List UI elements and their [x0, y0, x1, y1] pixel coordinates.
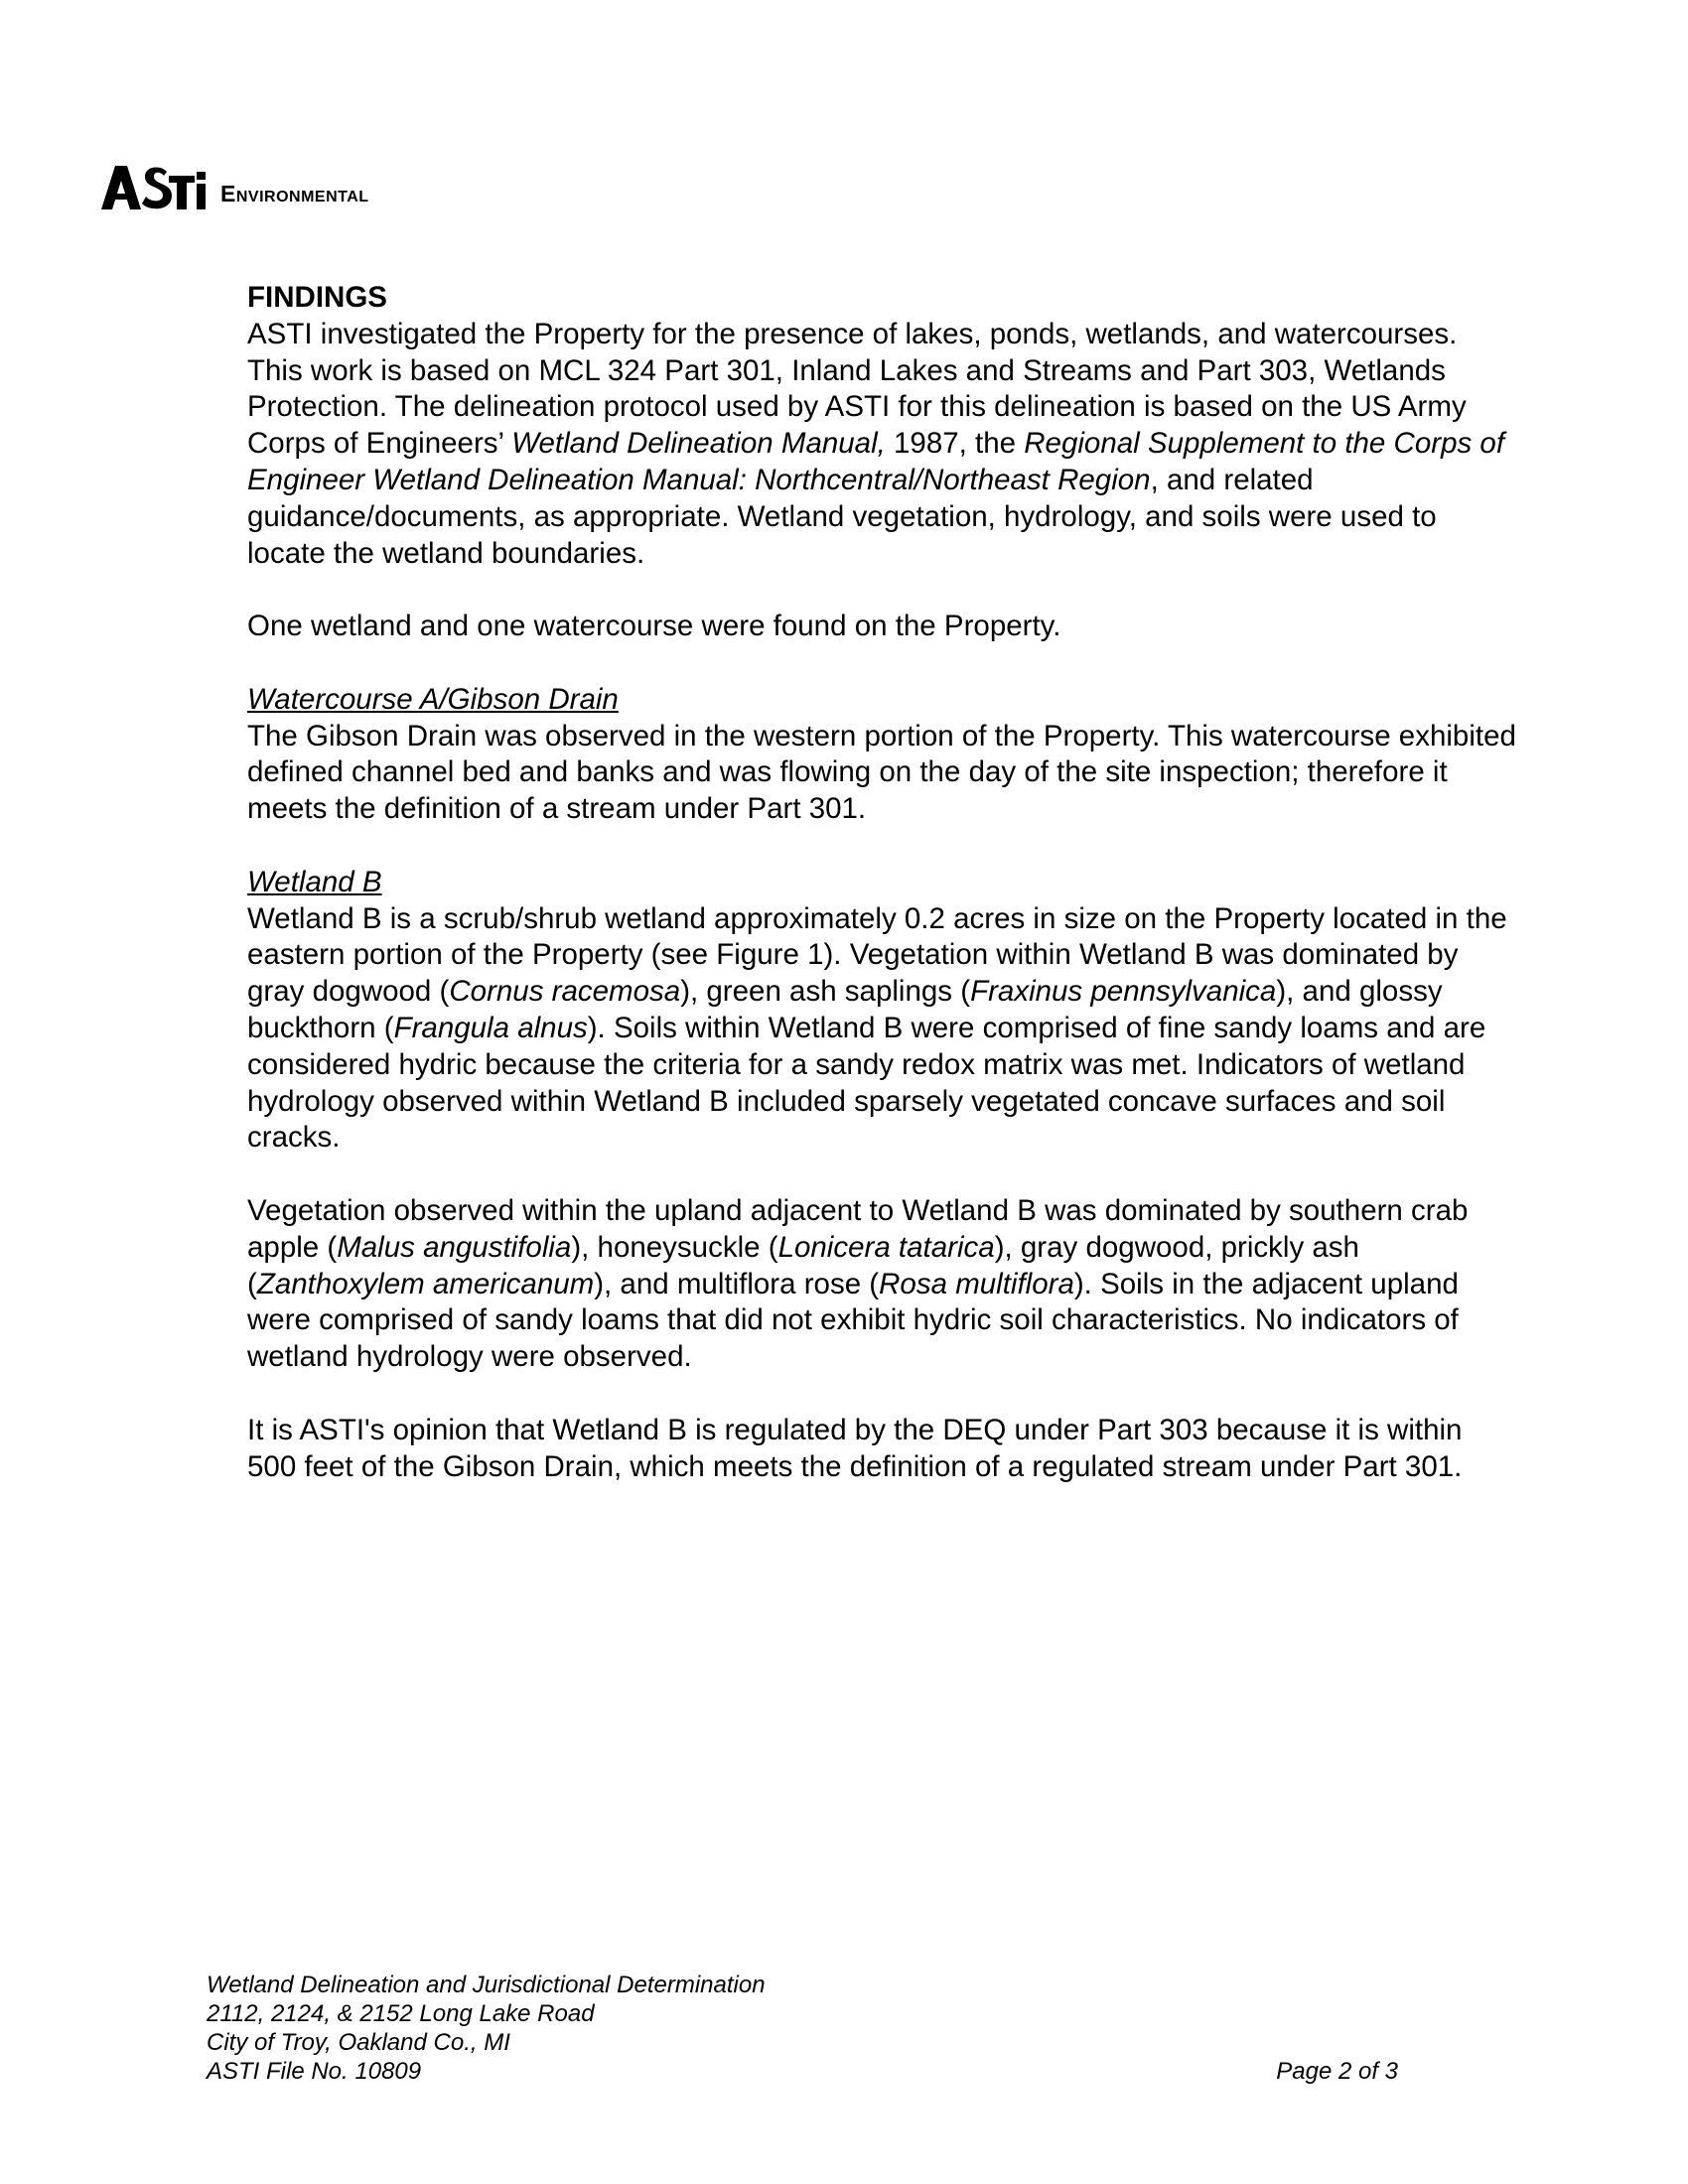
text-run: ), and multiflora rose ( [594, 1267, 880, 1300]
manual-title: Wetland Delineation Manual, [511, 427, 886, 461]
species-name: Lonicera tatarica [777, 1230, 995, 1264]
logo-text: Environmental [220, 181, 369, 206]
text-run: ). Soils within Wetland B were comprised of fine sandy loams and are considered hydric because the criteria for a sandy redox matrix was met. Indicators of wetland hydrology observed within Wetland B included sparsely vegetated concave surfaces and soil cracks. [247, 1011, 1486, 1155]
text-run: ), honeysuckle ( [571, 1230, 778, 1264]
text-run: Wetland B is a scrub/shrub wetland approximately 0.2 acres in size on the Property located in the eastern portion of the Property (see Figure 1). Vegetation within Wetland B was dominated by gray dogwood ( [247, 901, 1507, 1009]
footer-address: 2112, 2124, & 2152 Long Lake Road [207, 2000, 595, 2027]
footer-report-title: Wetland Delineation and Jurisdictional Determination [207, 1972, 766, 1998]
watercourse-heading: Watercourse A/Gibson Drain [247, 682, 619, 716]
footer-file-number: ASTI File No. 10809 [207, 2058, 422, 2085]
opinion-paragraph: It is ASTI's opinion that Wetland B is regulated by the DEQ under Part 303 because it is within 500 feet of the Gibson Drain, which meets the definition of a regulated stream under Part 301. [247, 1413, 1463, 1483]
species-name: Cornus racemosa [449, 975, 681, 1009]
wetland-heading: Wetland B [247, 865, 382, 898]
text-run: ), and glossy buckthorn ( [247, 975, 1443, 1044]
species-name: Frangula alnus [393, 1011, 588, 1044]
findings-paragraph-2: One wetland and one watercourse were found on the Property. [247, 610, 1061, 643]
page-footer [207, 1971, 1398, 2086]
asti-logo-icon [101, 166, 207, 209]
species-name: Rosa multiflora [879, 1267, 1074, 1300]
page-number: Page 2 of 3 [1276, 2058, 1398, 2085]
text-run: , and related guidance/documents, as appropriate. Wetland vegetation, hydrology, and soils were used to locate the wetland boundaries. [247, 463, 1437, 570]
findings-heading: FINDINGS [247, 281, 387, 314]
text-run: Vegetation observed within the upland adjacent to Wetland B was dominated by southern crab apple ( [247, 1193, 1469, 1264]
company-logo [101, 166, 369, 209]
text-run: ), gray dogwood, prickly ash ( [247, 1230, 1359, 1300]
wetland-paragraph [247, 901, 1518, 1158]
species-name: Fraxinus pennsylvanica [970, 975, 1277, 1009]
text-run: 1987, the [885, 427, 1025, 461]
watercourse-paragraph: The Gibson Drain was observed in the western portion of the Property. This watercourse exhibited defined channel bed and banks and was flowing on the day of the site inspection; therefore it meets the definition of a stream under Part 301. [247, 719, 1516, 826]
footer-city: City of Troy, Oakland Co., MI [207, 2029, 510, 2056]
species-name: Malus angustifolia [337, 1230, 572, 1264]
supplement-title: Regional Supplement to the Corps of Engineer Wetland Delineation Manual: Northcentral/Northeast Region [247, 427, 1505, 496]
findings-paragraph-1 [247, 317, 1518, 573]
text-run: ). Soils in the adjacent upland were comprised of sandy loams that did not exhibit hydric soil characteristics. No indicators of wetland hydrology were observed. [247, 1267, 1459, 1374]
species-name: Zanthoxylem americanum [256, 1267, 595, 1300]
text-run: ), green ash saplings ( [680, 975, 971, 1009]
text-run: ASTI investigated the Property for the presence of lakes, ponds, wetlands, and watercourses. This work is based on MCL 324 Part 301, Inland Lakes and Streams and Part 303, Wetlands Protection. The delineation protocol used by ASTI for this delineation is based on the US Army Corps of Engineers’ [247, 317, 1467, 461]
upland-paragraph [247, 1193, 1518, 1376]
document-body [247, 280, 1518, 1485]
